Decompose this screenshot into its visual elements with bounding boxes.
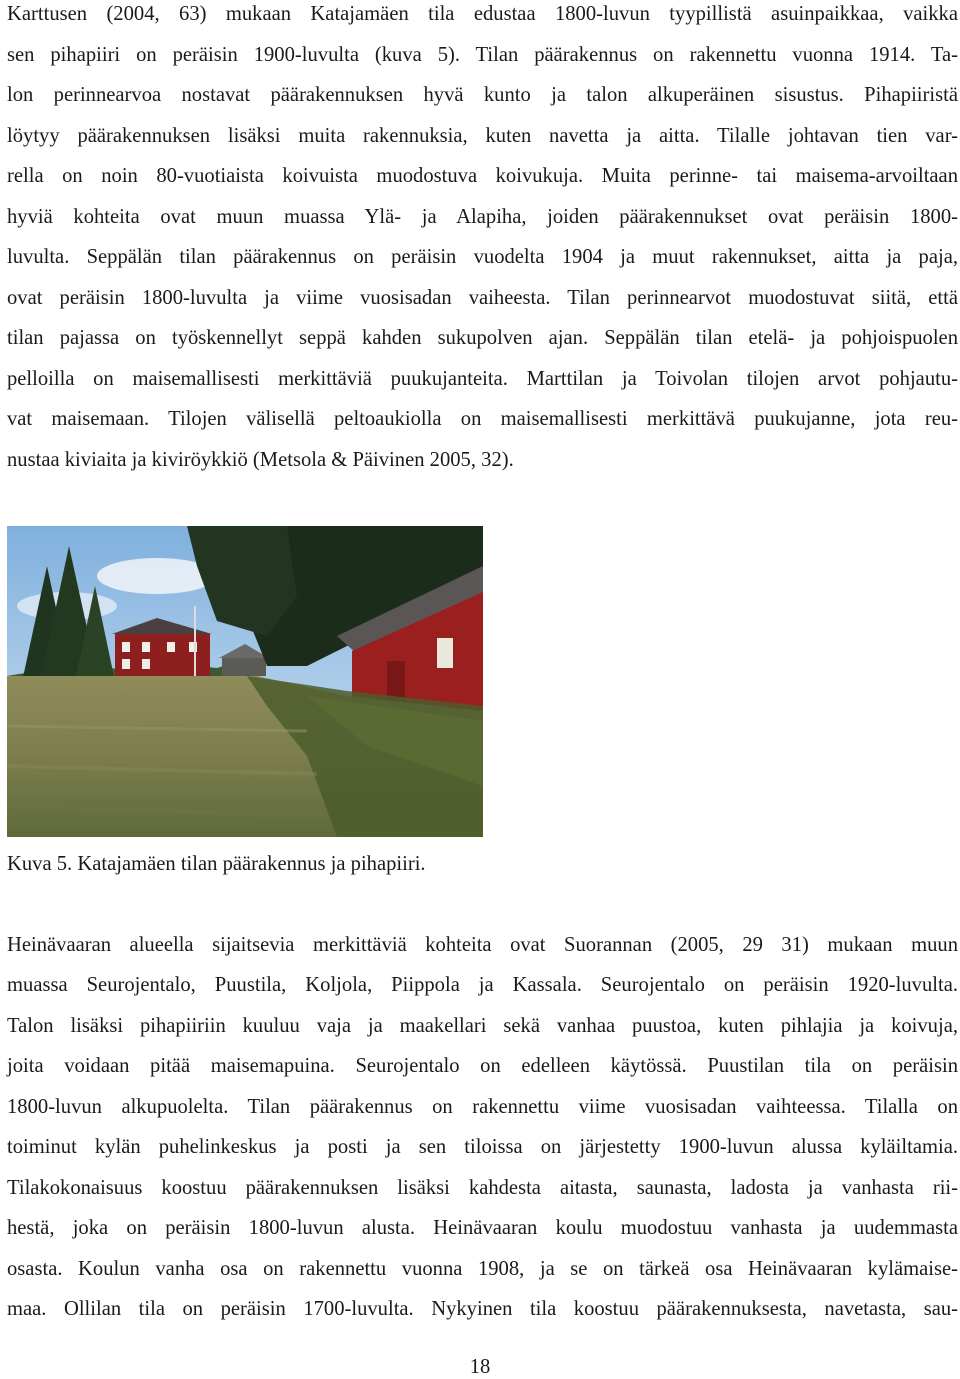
text-line: hestä, joka on peräisin 1800-luvun alusta. Heinävaaran koulu muodostuu vanhasta ja uudemmasta — [7, 1217, 958, 1239]
figure-caption: Kuva 5. Katajamäen tilan päärakennus ja pihapiiri. — [7, 853, 426, 875]
text-line: muassa Seurojentalo, Puustila, Koljola, Piippola ja Kassala. Seurojentalo on peräisin 1920-luvulta. — [7, 974, 958, 996]
text-line: pelloilla on maisemallisesti merkittäviä puukujanteita. Marttilan ja Toivolan tilojen arvot pohjautu- — [7, 368, 958, 390]
text-line: hyviä kohteita ovat muun muassa Ylä- ja Alapiha, joiden päärakennukset ovat peräisin 1800- — [7, 206, 958, 228]
text-line: 1800-luvun alkupuolelta. Tilan päärakennus on rakennettu viime vuosisadan vaihteessa. Tilalla on — [7, 1096, 958, 1118]
text-line: Tilakokonaisuus koostuu päärakennuksen lisäksi kahdesta aitasta, saunasta, ladosta ja vanhasta rii- — [7, 1177, 958, 1199]
text-line: rella on noin 80-vuotiaista koivuista muodostuva koivukuja. Muita perinne- tai maisema-arvoiltaan — [7, 165, 958, 187]
text-line: vat maisemaan. Tilojen välisellä peltoaukiolla on maisemallisesti merkittävä puukujanne, jota reu- — [7, 408, 958, 430]
text-line: joita voidaan pitää maisemapuina. Seurojentalo on edelleen käytössä. Puustilan tila on peräisin — [7, 1055, 958, 1077]
text-line: osasta. Koulun vanha osa on rakennettu vuonna 1908, ja se on tärkeä osa Heinävaaran kylämaise- — [7, 1258, 958, 1280]
text-line: luvulta. Seppälän tilan päärakennus on peräisin vuodelta 1904 ja muut rakennukset, aitta ja paja, — [7, 246, 958, 268]
text-line: tilan pajassa on työskennellyt seppä kahden sukupolven ajan. Seppälän tilan etelä- ja pohjoispuolen — [7, 327, 958, 349]
text-line: löytyy päärakennuksen lisäksi muita rakennuksia, kuten navetta ja aitta. Tilalle johtavan tien var- — [7, 125, 958, 147]
text-line: Heinävaaran alueella sijaitsevia merkittäviä kohteita ovat Suorannan (2005, 29 31) mukaan muun — [7, 934, 958, 956]
text-line: nustaa kiviaita ja kiviröykkiö (Metsola & Päivinen 2005, 32). — [7, 449, 514, 471]
text-line: lon perinnearvoa nostavat päärakennuksen hyvä kunto ja talon alkuperäinen sisustus. Pihapiiristä — [7, 84, 958, 106]
text-line: Karttusen (2004, 63) mukaan Katajamäen tila edustaa 1800-luvun tyypillistä asuinpaikkaa, vaikka — [7, 3, 958, 25]
page-number: 18 — [469, 1356, 491, 1378]
text-line: Talon lisäksi pihapiiriin kuuluu vaja ja maakellari sekä vanhaa puustoa, kuten pihlajia ja koivuja, — [7, 1015, 958, 1037]
farmyard-photo — [7, 526, 483, 837]
text-line: maa. Ollilan tila on peräisin 1700-luvulta. Nykyinen tila koostuu päärakennuksesta, navetasta, sau- — [7, 1298, 958, 1320]
text-line: toiminut kylän puhelinkeskus ja posti ja sen tiloissa on järjestetty 1900-luvun alussa kyläiltamia. — [7, 1136, 958, 1158]
text-line: ovat peräisin 1800-luvulta ja viime vuosisadan vaiheesta. Tilan perinnearvot muodostuvat siitä, että — [7, 287, 958, 309]
text-line: sen pihapiiri on peräisin 1900-luvulta (kuva 5). Tilan päärakennus on rakennettu vuonna 1914. Ta- — [7, 44, 958, 66]
